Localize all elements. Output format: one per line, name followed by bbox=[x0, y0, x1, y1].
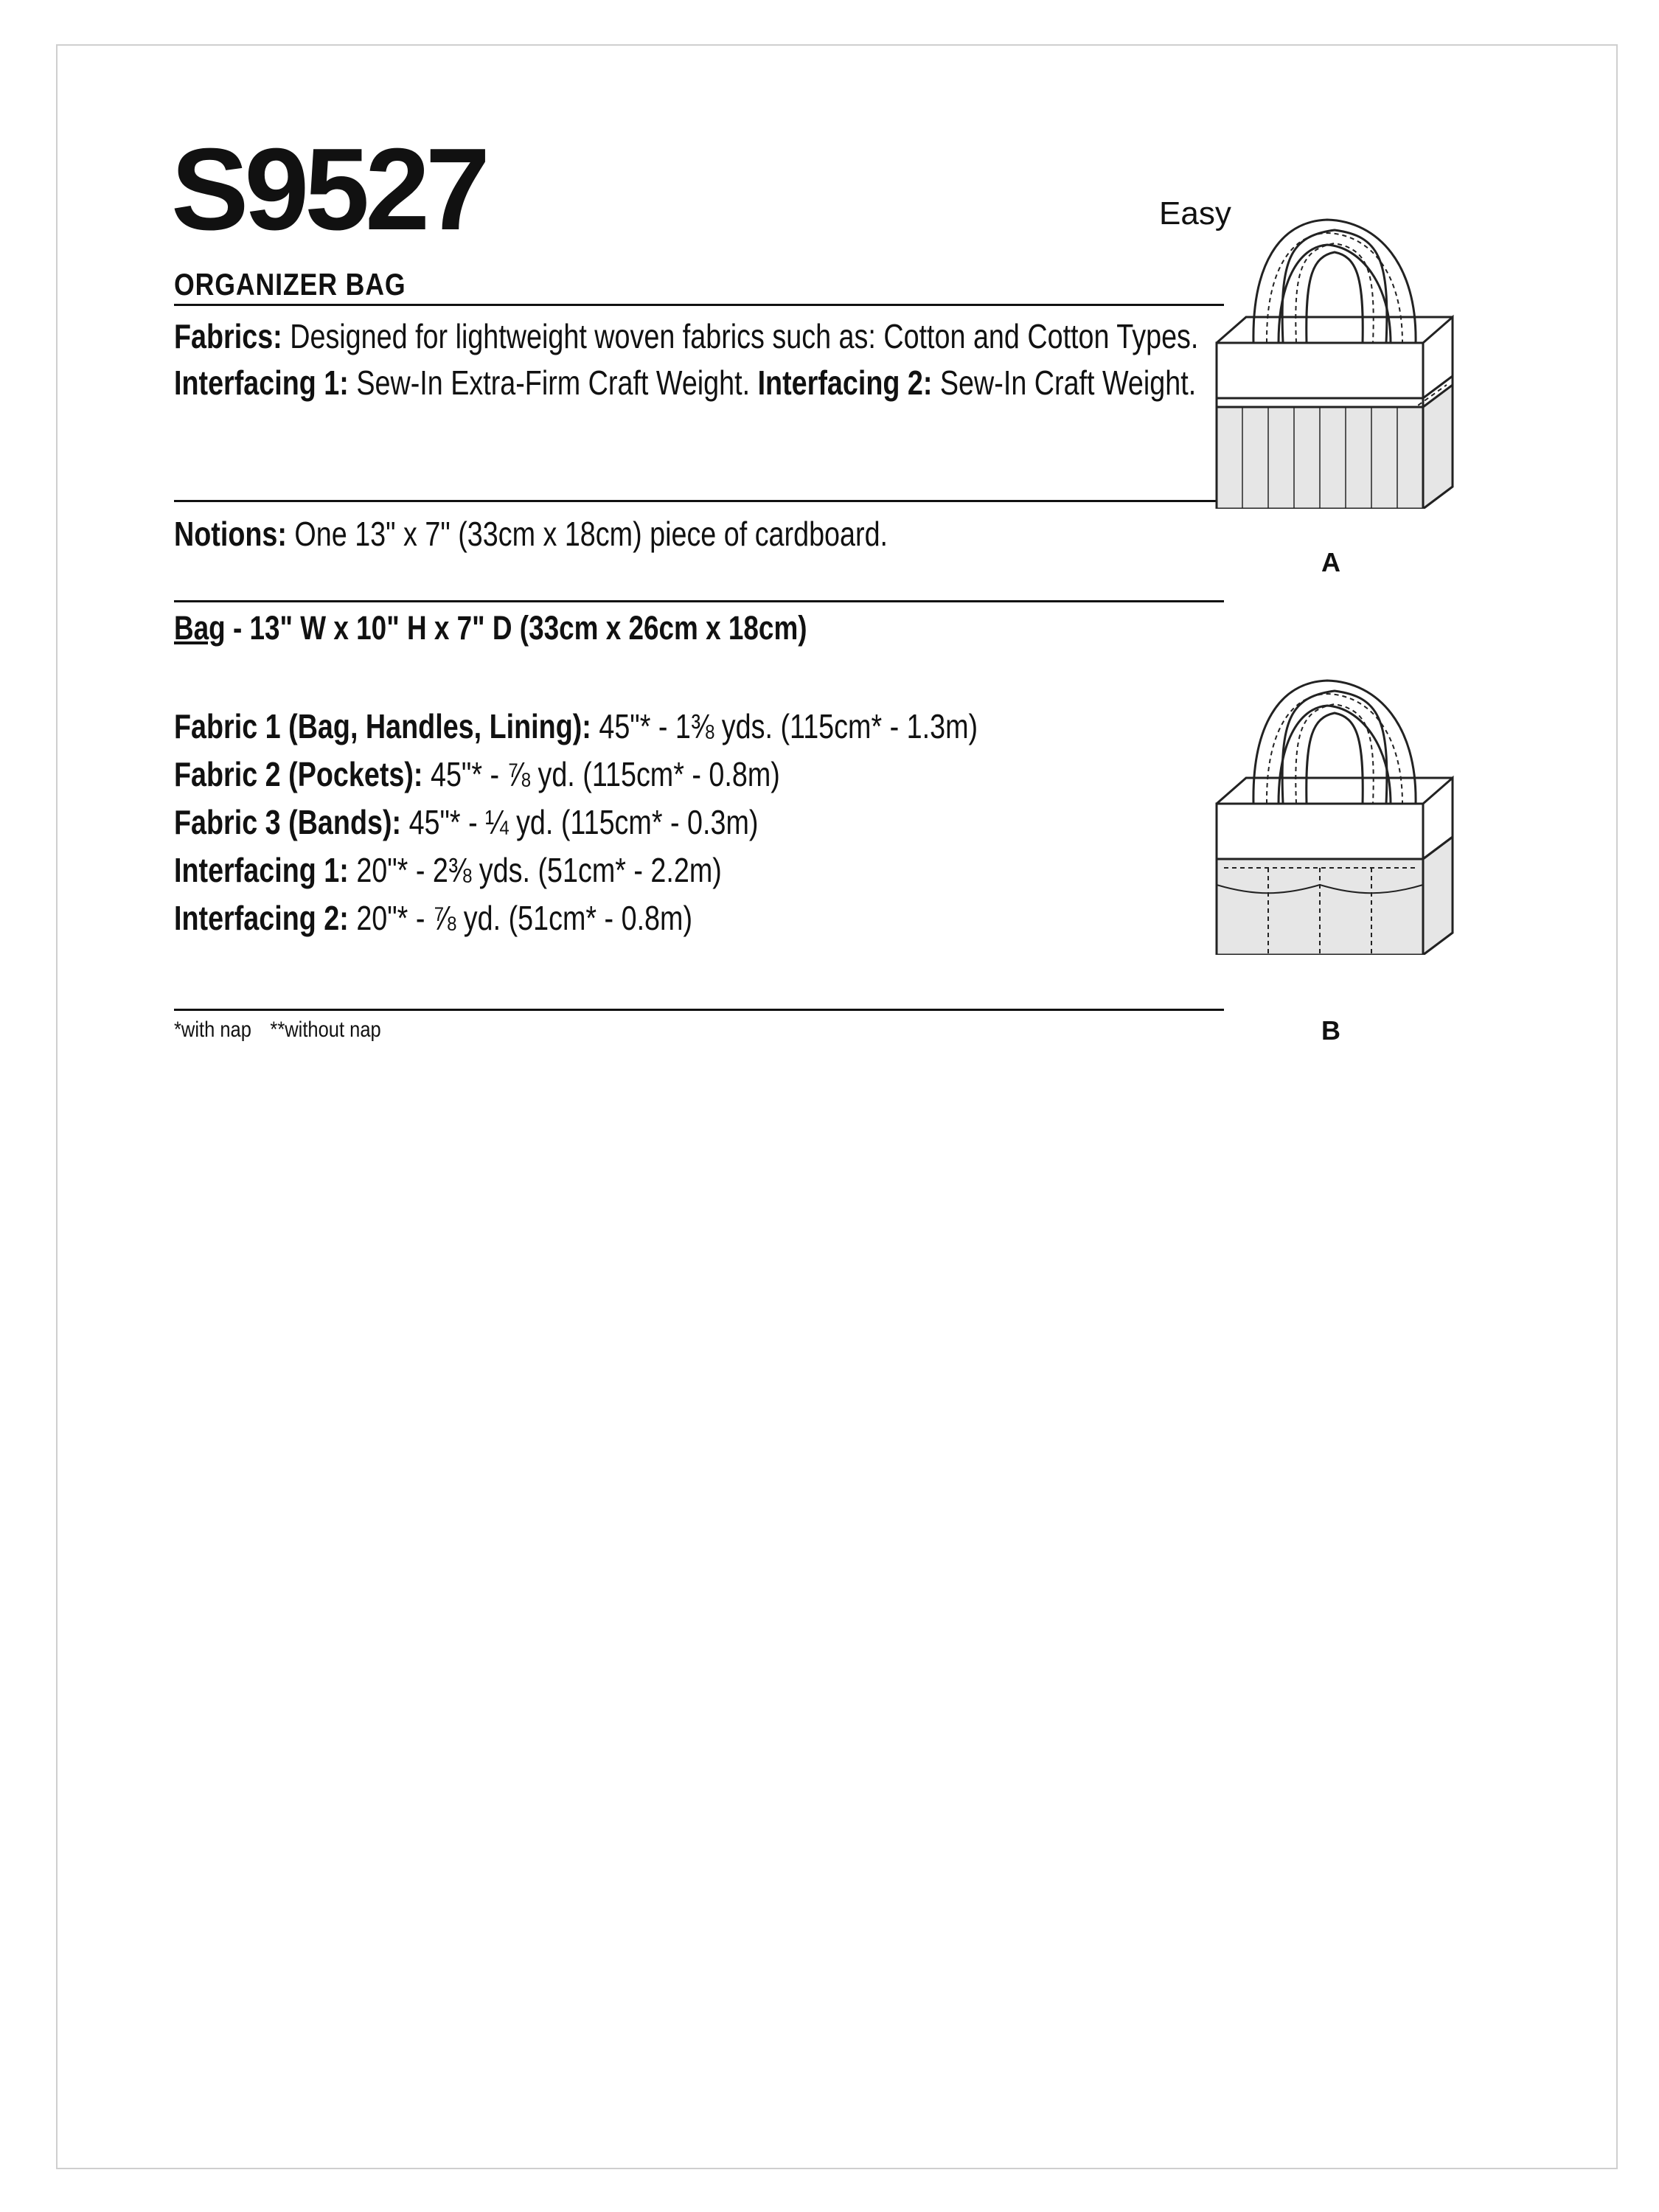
yardage-value: 45"* - 1⅜ yds. (115cm* - 1.3m) bbox=[591, 707, 978, 745]
size-heading bbox=[174, 609, 807, 647]
yardage-value: 20"* - ⅞ yd. (51cm* - 0.8m) bbox=[348, 899, 693, 937]
divider bbox=[174, 500, 1224, 502]
notions-label: Notions: bbox=[174, 515, 287, 553]
yardage-value: 45"* - ¼ yd. (115cm* - 0.3m) bbox=[401, 803, 759, 841]
interfacing1-text: Sew-In Extra-Firm Craft Weight. bbox=[348, 364, 758, 402]
size-item: Bag bbox=[174, 609, 226, 647]
yardage-row bbox=[174, 846, 978, 894]
interfacing1-label: Interfacing 1: bbox=[174, 364, 349, 402]
yardage-label: Interfacing 1: bbox=[174, 851, 349, 889]
yardage-row bbox=[174, 799, 978, 846]
notions-text: One 13" x 7" (33cm x 18cm) piece of cardboard. bbox=[286, 515, 888, 553]
yardage-label: Interfacing 2: bbox=[174, 899, 349, 937]
yardage-row bbox=[174, 751, 978, 799]
view-b-label: B bbox=[1321, 1015, 1340, 1046]
yardage-value: 45"* - ⅞ yd. (115cm* - 0.8m) bbox=[422, 755, 780, 793]
yardage-row bbox=[174, 703, 978, 751]
yardage-row bbox=[174, 894, 978, 942]
fabrics-label: Fabrics: bbox=[174, 317, 282, 355]
divider bbox=[174, 304, 1224, 306]
yardage-label: Fabric 2 (Pockets): bbox=[174, 755, 423, 793]
bag-a-illustration bbox=[1209, 214, 1460, 509]
pattern-number: S9527 bbox=[171, 125, 486, 254]
footnote-with-nap: *with nap bbox=[174, 1018, 251, 1042]
yardage-value: 20"* - 2⅜ yds. (51cm* - 2.2m) bbox=[348, 851, 722, 889]
fabrics-section bbox=[174, 313, 1226, 406]
footnote-without-nap: **without nap bbox=[270, 1018, 381, 1042]
divider bbox=[174, 1009, 1224, 1011]
interfacing2-label: Interfacing 2: bbox=[757, 364, 933, 402]
size-dimensions: - 13" W x 10" H x 7" D (33cm x 26cm x 18cm) bbox=[225, 609, 807, 647]
yardage-label: Fabric 3 (Bands): bbox=[174, 803, 402, 841]
footnotes bbox=[174, 1018, 400, 1043]
bag-b-illustration bbox=[1209, 675, 1460, 955]
interfacing2-text: Sew-In Craft Weight. bbox=[932, 364, 1197, 402]
notions-section bbox=[174, 511, 1226, 557]
yardage-list bbox=[174, 703, 978, 942]
difficulty-level: Easy bbox=[1159, 195, 1231, 232]
yardage-label: Fabric 1 (Bag, Handles, Lining): bbox=[174, 707, 591, 745]
view-a-label: A bbox=[1321, 547, 1340, 577]
fabrics-text: Designed for lightweight woven fabrics such as: Cotton and Cotton Types. bbox=[282, 317, 1199, 355]
pattern-title: ORGANIZER BAG bbox=[174, 267, 406, 302]
divider bbox=[174, 600, 1224, 602]
